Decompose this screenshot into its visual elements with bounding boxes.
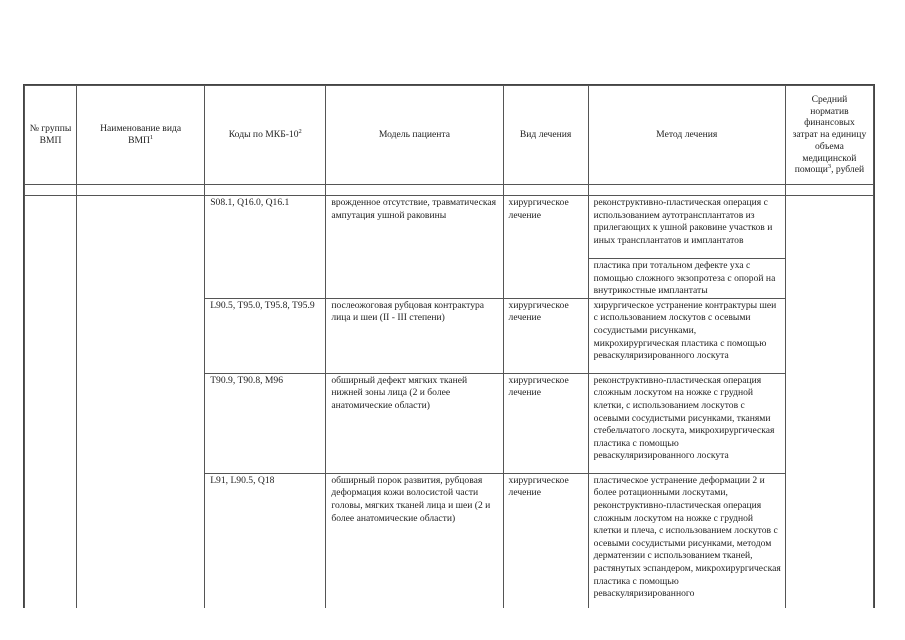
table-row	[25, 196, 874, 299]
method-cell: хирургическое устранение контрактуры шеи с использованием лоскутов с осевыми сосудистыми рисунками, микрохирургическая пластика с помощью реваскуляризированного лоскута	[588, 298, 785, 373]
codes-cell: S08.1, Q16.0, Q16.1	[205, 196, 326, 299]
header-patient-model: Модель пациента	[326, 86, 503, 185]
vmp-table	[23, 84, 875, 608]
vmp-type-cell	[77, 196, 205, 609]
method-cell	[588, 196, 785, 299]
method-item: пластика при тотальном дефекте уха с помощью сложного экзопротеза с опорой на внутрикостные имплантаты	[589, 258, 785, 298]
header-treatment-type: Вид лечения	[503, 86, 588, 185]
method-item: реконструктивно-пластическая операция с использованием аутотрансплантатов из прилегающих к ушной раковине участков и иных трансплантатов и имплантатов	[593, 197, 773, 246]
codes-cell: L91, L90.5, Q18	[205, 473, 326, 608]
cost-cell	[785, 196, 873, 609]
method-cell: реконструктивно-пластическая операция сложным лоскутом на ножке с грудной клетки, с использованием лоскутов с осевыми сосудистыми рисунками, тканями стебельчатого лоскута, микрохирургическая пластика с помощью реваскуляризированного лоскута	[588, 373, 785, 473]
header-cost-standard: Средний норматив финансовых затрат на единицу объема медицинской помощи$^3$, рублей	[785, 86, 873, 185]
treatment-cell: хирургическое лечение	[503, 473, 588, 608]
header-vmp-type: Наименование вида ВМП$^1$	[77, 86, 205, 185]
table-header-row	[25, 86, 874, 185]
treatment-cell: хирургическое лечение	[503, 298, 588, 373]
group-number-cell	[25, 196, 77, 609]
header-group-number: № группы ВМП	[25, 86, 77, 185]
codes-cell: L90.5, T95.0, T95.8, T95.9	[205, 298, 326, 373]
treatment-cell: хирургическое лечение	[503, 373, 588, 473]
method-cell: пластическое устранение деформации 2 и более ротационными лоскутами, реконструктивно-пластическая операция сложным лоскутом на ножке с грудной клетки и плеча, с использованием лоскутов с осевыми сосудистыми рисунками, методом дерматензии с использованием тканей, растянутых эспандером, микрохирургическая пластика с помощью реваскуляризированного	[588, 473, 785, 608]
header-spacer-row	[25, 185, 874, 196]
model-cell: обширный порок развития, рубцовая деформация кожи волосистой части головы, мягких тканей лица и шеи (2 и более анатомические области)	[326, 473, 503, 608]
header-icd-codes: Коды по МКБ-$10^2$	[205, 86, 326, 185]
treatment-cell: хирургическое лечение	[503, 196, 588, 299]
header-treatment-method: Метод лечения	[588, 86, 785, 185]
model-cell: послеожоговая рубцовая контрактура лица и шеи (II - III степени)	[326, 298, 503, 373]
model-cell: врожденное отсутствие, травматическая ампутация ушной раковины	[326, 196, 503, 299]
model-cell: обширный дефект мягких тканей нижней зоны лица (2 и более анатомические области)	[326, 373, 503, 473]
codes-cell: T90.9, T90.8, M96	[205, 373, 326, 473]
